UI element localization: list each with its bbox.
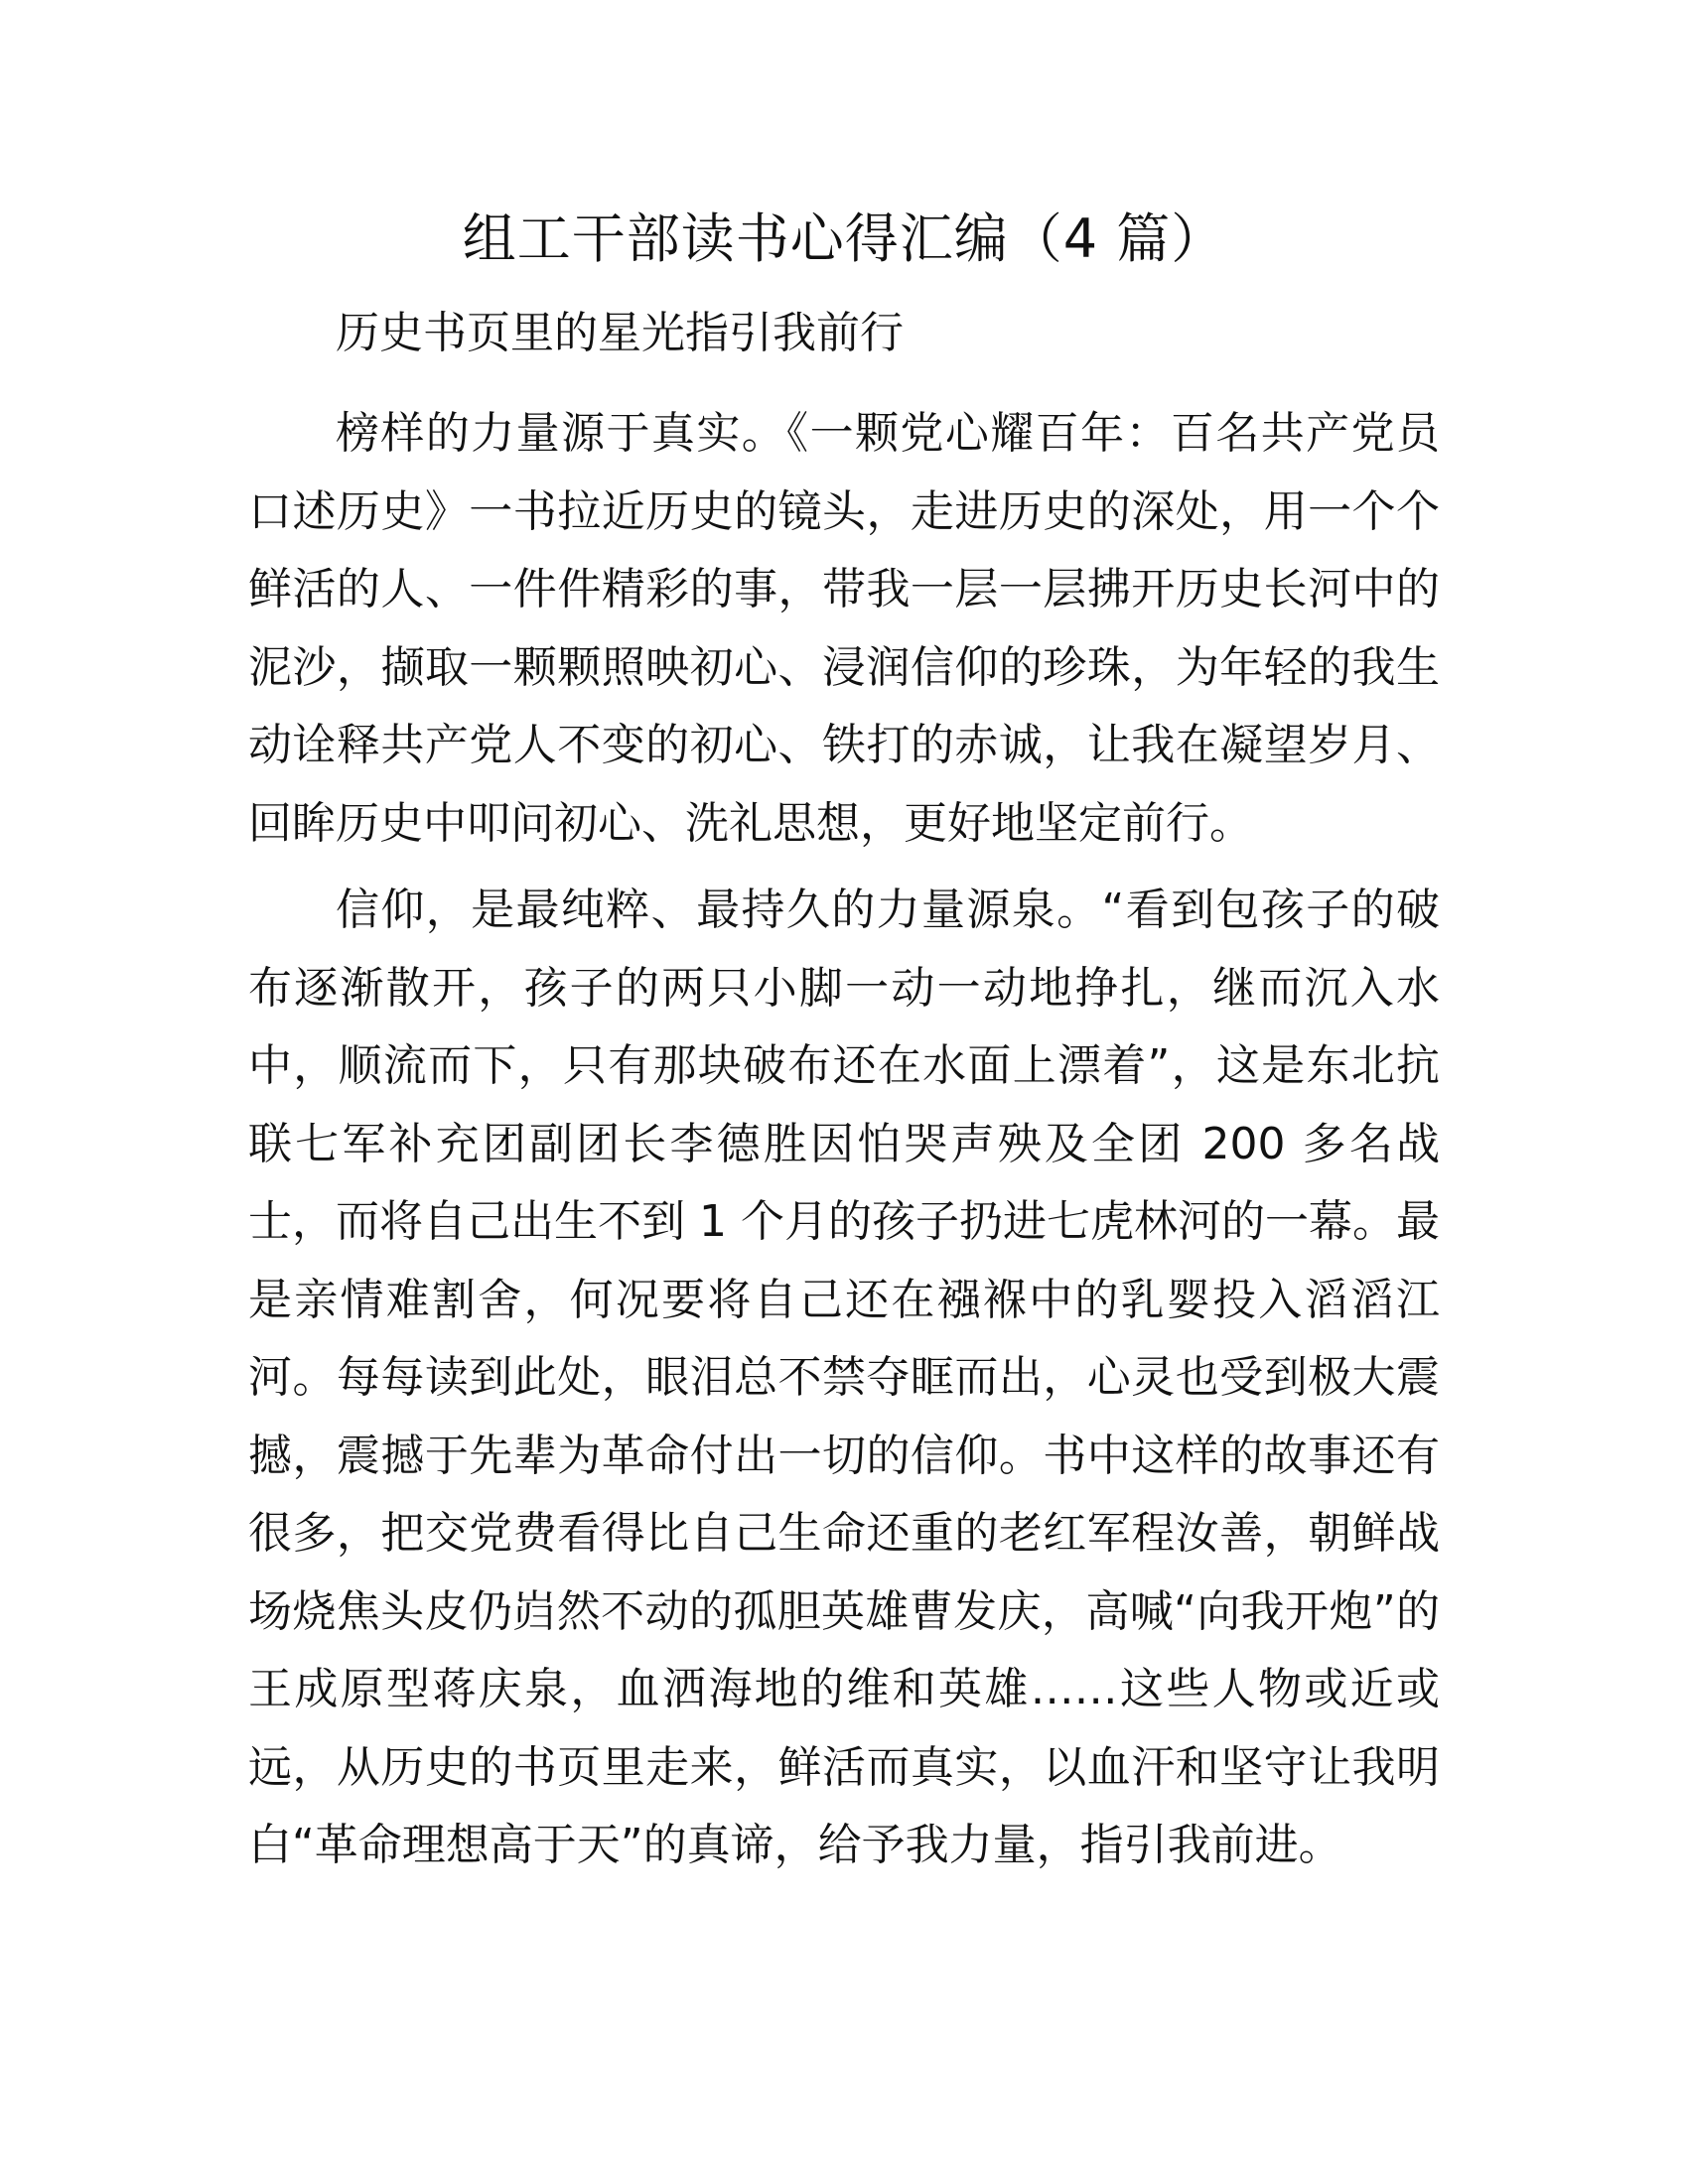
article-subtitle: 历史书页里的星光指引我前行 — [336, 308, 904, 358]
body-paragraph-1: 榜样的力量源于真实。《一颗党心耀百年：百名共产党员口述历史》一书拉近历史的镜头，走进历史的深处，用一个个鲜活的人、一件件精彩的事，带我一层一层拂开历史长河中的泥沙，撷取一颗颗照映初心、浸润信仰的珍珠，为年轻的我生动诠释共产党人不变的初心、铁打的赤诚，让我在凝望岁月、回眸历史中叩问初心、洗礼思想，更好地坚定前行。 — [248, 408, 1440, 849]
body-paragraph-2: 信仰，是最纯粹、最持久的力量源泉。“看到包孩子的破布逐渐散开，孩子的两只小脚一动一动地挣扎，继而沉入水中，顺流而下，只有那块破布还在水面上漂着”，这是东北抗联七军补充团副团长李德胜因怕哭声殃及全团 200 多名战士，而将自己出生不到 1 个月的孩子扔进七虎林河的一幕。最是亲情难割舍，何况要将自己还在襁褓中的乳婴投入滔滔江河。每每读到此处，眼泪总不禁夺眶而出，心灵也受到极大震撼，震撼于先辈为革命付出一切的信仰。书中这样的故事还有很多，把交党费看得比自己生命还重的老红军程汝善，朝鲜战场烧焦头皮仍岿然不动的孤胆英雄曹发庆，高喊“向我开炮”的王成原型蒋庆泉，血洒海地的维和英雄……这些人物或近或远，从历史的书页里走来，鲜活而真实，以血汗和坚守让我明白“革命理想高于天”的真谛，给予我力量，指引我前进。 — [248, 885, 1440, 1870]
document-title: 组工干部读书心得汇编（4 篇） — [462, 207, 1226, 270]
